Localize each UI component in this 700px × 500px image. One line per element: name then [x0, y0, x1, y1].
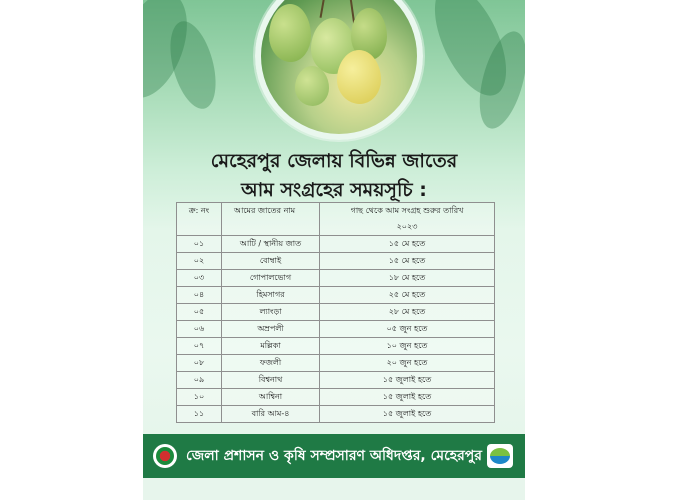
mango-fruit: [337, 50, 381, 104]
cell-date: ১৫ মে হতে: [320, 236, 495, 253]
header-date: গাছ থেকে আম সংগ্রহ শুরুর তারিখ: [320, 203, 495, 220]
cell-date: ১৮ মে হতে: [320, 270, 495, 287]
poster: [143, 0, 525, 500]
footer-text: জেলা প্রশাসন ও কৃষি সম্প্রসারণ অধিদপ্তর, মেহেরপুর: [186, 448, 482, 464]
cell-date: ২৫ মে হতে: [320, 287, 495, 304]
government-emblem-icon: [153, 444, 177, 468]
cell-serial: ০৭: [177, 338, 222, 355]
mango-fruit: [295, 66, 329, 106]
dae-logo-icon: [487, 444, 513, 468]
cell-serial: ০১: [177, 236, 222, 253]
cell-variety: আটি / স্থানীয় জাত: [222, 236, 320, 253]
cell-serial: ০৫: [177, 304, 222, 321]
table-row: [177, 355, 495, 372]
table-header-row: [177, 203, 495, 220]
cell-variety: ল্যাংড়া: [222, 304, 320, 321]
cell-serial: ০৮: [177, 355, 222, 372]
schedule-table: [176, 202, 495, 423]
cell-serial: ০৯: [177, 372, 222, 389]
table-row: [177, 287, 495, 304]
cell-date: ১০ জুন হতে: [320, 338, 495, 355]
table-body: [177, 236, 495, 423]
table-row: [177, 372, 495, 389]
cell-variety: গোপালভোগ: [222, 270, 320, 287]
table-row: [177, 321, 495, 338]
cell-date: ১৫ জুলাই হতে: [320, 372, 495, 389]
table-row: [177, 270, 495, 287]
mango-stem: [320, 0, 329, 18]
cell-variety: অম্রপলী: [222, 321, 320, 338]
cell-date: ১৫ জুলাই হতে: [320, 389, 495, 406]
cell-date: ২০ জুন হতে: [320, 355, 495, 372]
title-line-1: মেহেরপুর জেলায় বিভিন্ন জাতের: [210, 150, 458, 172]
cell-date: ০৫ জুন হতে: [320, 321, 495, 338]
cell-variety: ফজলী: [222, 355, 320, 372]
cell-serial: ১০: [177, 389, 222, 406]
table-row: [177, 389, 495, 406]
table-row: [177, 253, 495, 270]
cell-serial: ০৪: [177, 287, 222, 304]
cell-variety: বিশ্বনাথ: [222, 372, 320, 389]
cell-date: ১৫ জুলাই হতে: [320, 406, 495, 423]
table-row: [177, 236, 495, 253]
footer-banner: [143, 434, 525, 478]
cell-date: ১৫ মে হতে: [320, 253, 495, 270]
header-variety: আমের জাতের নাম: [222, 203, 320, 236]
header-year: ২০২৩: [320, 219, 495, 236]
cell-serial: ১১: [177, 406, 222, 423]
mango-fruit: [269, 4, 311, 62]
mango-photo: [255, 0, 423, 140]
cell-variety: মল্লিকা: [222, 338, 320, 355]
header-serial: ক্র: নং: [177, 203, 222, 236]
table-row: [177, 338, 495, 355]
cell-variety: আশ্বিনা: [222, 389, 320, 406]
bottom-band: [143, 478, 525, 500]
table-row: [177, 406, 495, 423]
cell-variety: হিমসাগর: [222, 287, 320, 304]
cell-serial: ০৩: [177, 270, 222, 287]
cell-variety: বোম্বাই: [222, 253, 320, 270]
cell-serial: ০২: [177, 253, 222, 270]
cell-date: ২৮ মে হতে: [320, 304, 495, 321]
title-line-2: আম সংগ্রহের সময়সূচি :: [241, 179, 427, 201]
cell-serial: ০৬: [177, 321, 222, 338]
cell-variety: বারি আম-৪: [222, 406, 320, 423]
table-row: [177, 304, 495, 321]
